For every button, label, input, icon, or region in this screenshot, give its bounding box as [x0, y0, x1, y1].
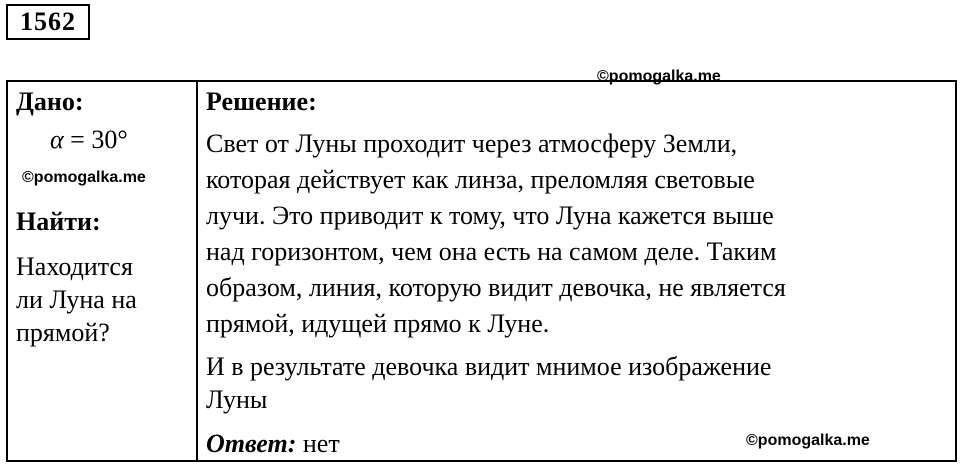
solution-line: Луны: [206, 385, 268, 414]
solution-table: [6, 80, 957, 462]
watermark-top: ©pomogalka.me: [597, 68, 721, 85]
solution-line: Свет от Луны проходит через атмосферу Земли,: [206, 129, 738, 158]
column-divider: [196, 82, 198, 460]
solution-line: прямой, идущей прямо к Луне.: [206, 309, 550, 338]
solution-paragraph-1: [206, 126, 951, 342]
solution-line: лучи. Это приводит к тому, что Луна кажется выше: [206, 201, 774, 230]
given-value: = 30°: [63, 125, 128, 154]
given-heading: Дано:: [16, 87, 84, 116]
given-formula: [50, 124, 128, 156]
solution-paragraph-2: [206, 350, 951, 416]
answer-value: нет: [302, 429, 340, 458]
answer: [206, 428, 340, 460]
solution-line: И в результате девочка видит мнимое изображение: [206, 352, 772, 381]
find-line: Находится: [16, 252, 133, 281]
solution-heading: Решение:: [206, 87, 317, 116]
watermark-left: ©pomogalka.me: [22, 169, 146, 186]
find-line: ли Луна на: [16, 285, 137, 314]
answer-label: Ответ:: [206, 429, 297, 458]
solution-line: которая действует как линза, преломляя световые: [206, 165, 755, 194]
find-heading: Найти:: [16, 207, 101, 236]
find-question: [16, 250, 192, 349]
watermark-bottom: ©pomogalka.me: [746, 432, 870, 449]
solution-line: над горизонтом, чем она есть на самом деле. Таким: [206, 237, 777, 266]
alpha-symbol: α: [50, 125, 64, 154]
find-line: прямой?: [16, 318, 110, 347]
solution-line: образом, линия, которую видит девочка, не является: [206, 273, 786, 302]
problem-number: 1562: [6, 4, 90, 40]
